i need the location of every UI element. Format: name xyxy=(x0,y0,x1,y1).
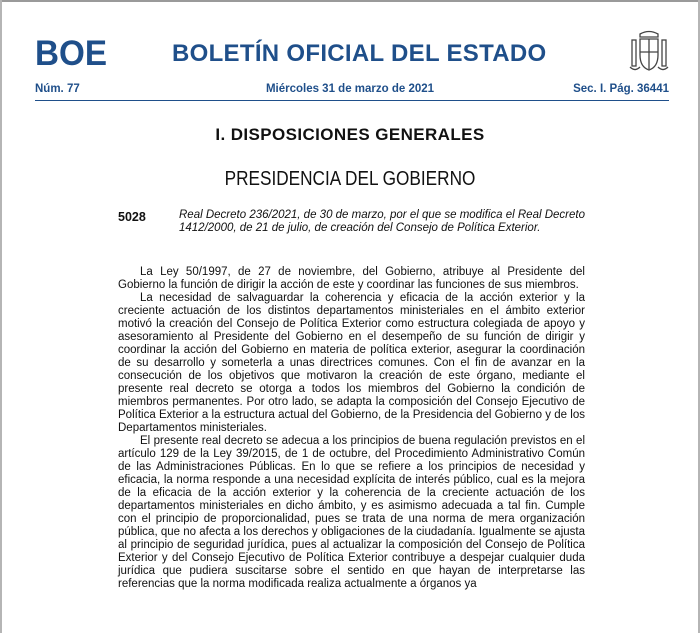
provision-title: Real Decreto 236/2021, de 30 de marzo, por el que se modifica el Real Decreto 1412/2000, de 21 de julio, de creación del Consejo de Política Exterior. xyxy=(179,209,585,234)
boe-logo xyxy=(35,36,107,68)
coat-of-arms-icon xyxy=(628,30,670,74)
body-text xyxy=(118,266,585,591)
provision-number: 5028 xyxy=(118,210,146,224)
paragraph: El presente real decreto se adecua a los principios de buena regulación previstos en el artículo 129 de la Ley 39/2015, de 1 de octubre, del Procedimiento Administrativo Común de las Administraciones Públicas. En lo que se refiere a los principios de necesidad y eficacia, la norma responde a una necesidad explícita de interés público, cual es la mejora de la eficacia de la acción exterior y la coherencia de la creciente actuación de los departamentos ministeriales en dicho ámbito, y es asimismo adecuada a tal fin. Cumple con el principio de proporcionalidad, pues se trata de una norma de mera organización pública, que no afecta a los derechos y obligaciones de la ciudadanía. Igualmente se ajusta al principio de seguridad jurídica, pues al actualizar la composición del Consejo de Política Exterior y del Consejo Ejecutivo de Política Exterior contribuye a despejar cualquier duda jurídica que pudiera suscitarse sobre el sentido en que hayan de interpretarse las referencias que la norma modificada realiza actualmente a órganos ya xyxy=(118,435,585,590)
paragraph: La necesidad de salvaguardar la coherencia y eficacia de la acción exterior y la creciente actuación de los distintos departamentos ministeriales en el ámbito exterior motivó la creación del Consejo de Política Exterior como estructura colegiada de apoyo y asesoramiento al Presidente del Gobierno en el desempeño de su función de dirigir y coordinar la acción del Gobierno en materia de política exterior, asegurar la coordinación de su desarrollo y someterla a unas directrices comunes. Con el fin de avanzar en la consecución de los objetivos que motivaron la creación de este órgano, mediante el presente real decreto se otorga a todos los miembros del Gobierno la condición de miembros permanentes. Por otro lado, se adapta la composición del Consejo Ejecutivo de Política Exterior a la estructura actual del Gobierno, de la Presidencia del Gobierno y de los Departamentos ministeriales. xyxy=(118,292,585,434)
section-title: I. DISPOSICIONES GENERALES xyxy=(215,125,485,144)
paragraph: La Ley 50/1997, de 27 de noviembre, del Gobierno, atribuye al Presidente del Gobierno la función de dirigir la acción de este y coordinar las funciones de sus miembros. xyxy=(118,266,585,291)
window-top-border xyxy=(0,0,700,2)
section-page: Sec. I. Pág. 36441 xyxy=(573,83,669,95)
issue-date: Miércoles 31 de marzo de 2021 xyxy=(265,83,435,95)
header-divider xyxy=(35,100,669,101)
masthead-title: BOLETÍN OFICIAL DEL ESTADO xyxy=(172,40,547,67)
boe-logo-text: BOE xyxy=(35,36,107,68)
issue-number: Núm. 77 xyxy=(35,83,80,95)
ministry-heading: PRESIDENCIA DEL GOBIERNO xyxy=(224,168,476,190)
